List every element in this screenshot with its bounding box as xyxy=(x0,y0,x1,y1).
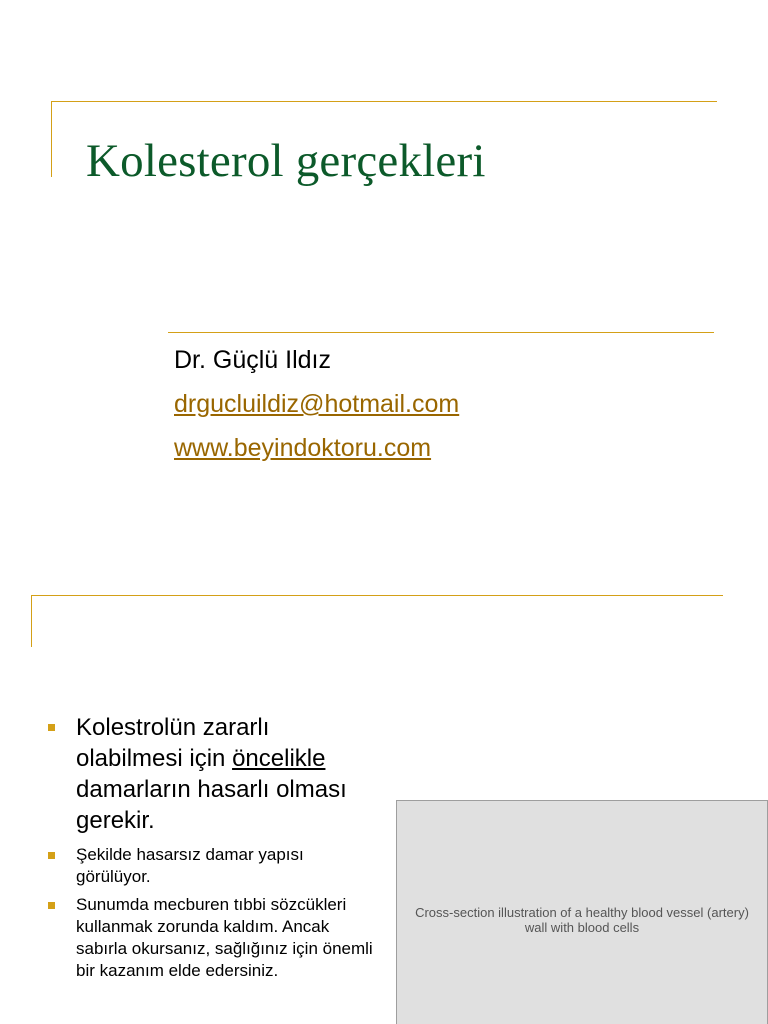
blood-vessel-figure xyxy=(396,800,768,1024)
author-name: Dr. Güçlü Ildız xyxy=(174,346,331,374)
bullet-item xyxy=(44,712,374,836)
bullet-square-icon xyxy=(48,852,55,859)
email-link[interactable]: drgucluildiz@hotmail.com xyxy=(174,390,460,418)
top-accent-line xyxy=(51,101,717,102)
top-accent-line xyxy=(31,595,723,596)
bullet-square-icon xyxy=(48,724,55,731)
left-accent-line xyxy=(51,101,52,177)
left-accent-line xyxy=(31,595,32,647)
subtitle-divider xyxy=(168,332,714,333)
bullet-text: Kolestrolün zararlı olabilmesi için xyxy=(76,714,270,772)
subtitle-block xyxy=(174,338,459,470)
slide-title: Kolesterol gerçekleri xyxy=(86,135,486,187)
bullet-text: damarların hasarlı olması gerekir. xyxy=(76,776,347,834)
bullet-item xyxy=(44,894,374,982)
website-link[interactable]: www.beyindoktoru.com xyxy=(174,434,432,462)
bullet-list xyxy=(44,712,374,988)
content-slide xyxy=(0,572,768,1024)
vessel-image-placeholder: Cross-section illustration of a healthy blood vessel (artery) wall with blood cells xyxy=(396,800,768,1024)
bullet-item xyxy=(44,844,374,888)
bullet-text: Sunumda mecburen tıbbi sözcükleri kullanmak zorunda kaldım. Ancak sabırla okursanız, sağlığınız için önemli bir kazanım elde edersiniz. xyxy=(76,895,373,980)
bullet-text: Şekilde hasarsız damar yapısı görülüyor. xyxy=(76,845,304,886)
bullet-emphasis: öncelikle xyxy=(232,745,326,772)
bullet-square-icon xyxy=(48,902,55,909)
